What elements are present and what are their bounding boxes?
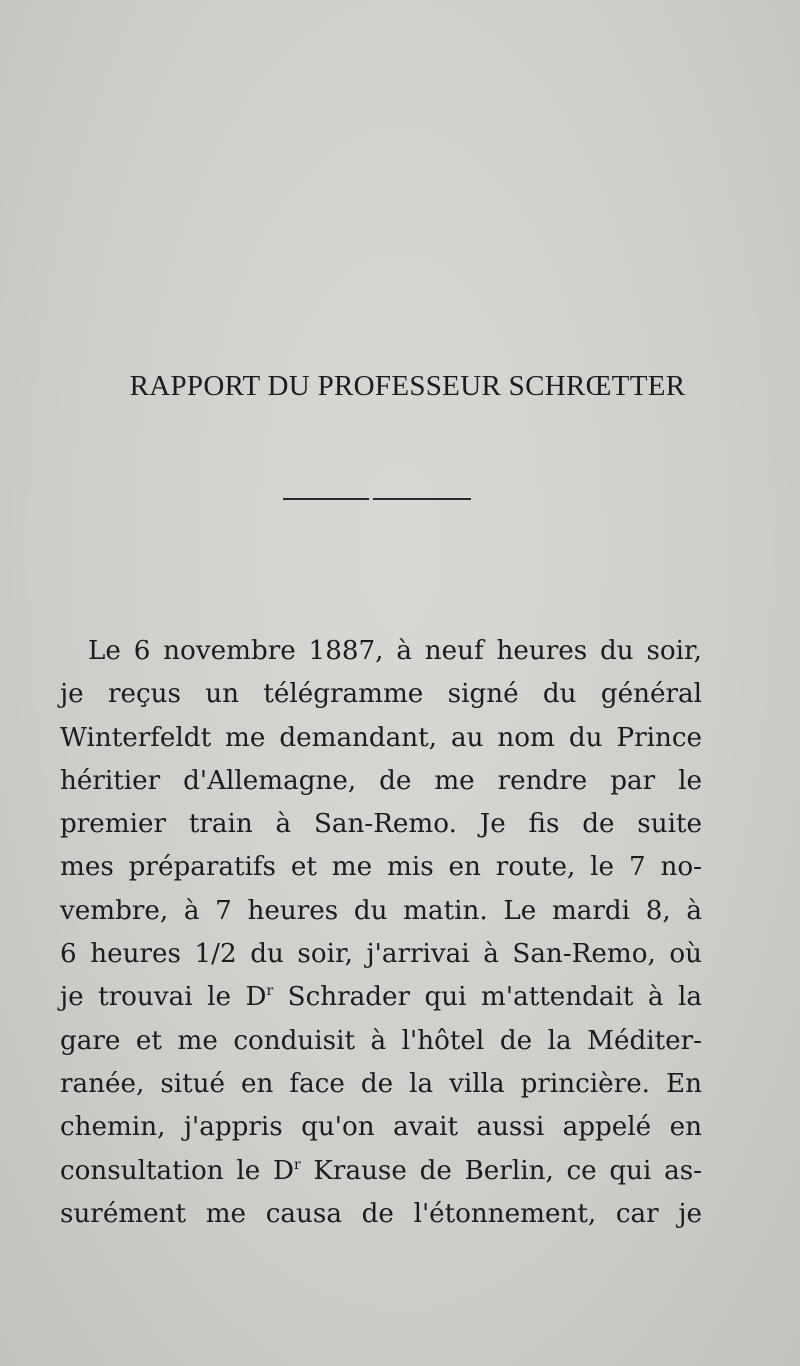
text-line: Le 6 novembre 1887, à neuf heures du soir, [88, 636, 702, 666]
superscript: r [266, 983, 274, 1000]
text-fragment: je trouvai le D [60, 982, 267, 1013]
text-line: je reçus un télégramme signé du général [60, 679, 702, 710]
text-line [60, 1150, 702, 1193]
text-line: chemin, j'appris qu'on avait aussi appelé en [60, 1112, 702, 1143]
text-fragment: consultation le D [60, 1155, 294, 1186]
text-line: ranée, situé en face de la villa princière. En [60, 1068, 702, 1099]
text-line [60, 976, 702, 1019]
text-line: 6 heures 1/2 du soir, j'arrivai à San-Remo, où [60, 939, 702, 970]
text-line: surément me causa de l'étonnement, car je [60, 1198, 702, 1229]
text-line: Winterfeldt me demandant, au nom du Prince [60, 722, 702, 753]
superscript: r [293, 1156, 301, 1173]
text-fragment: Krause de Berlin, ce qui as- [300, 1155, 702, 1186]
text-line: héritier d'Allemagne, de me rendre par le [60, 765, 702, 796]
text-line: mes préparatifs et me mis en route, le 7 no- [60, 852, 702, 883]
text-line: vembre, à 7 heures du matin. Le mardi 8, à [60, 895, 702, 926]
title-divider [283, 498, 471, 500]
text-line: gare et me conduisit à l'hôtel de la Méditer- [60, 1025, 702, 1056]
body-paragraph [60, 630, 702, 1236]
text-fragment: Schrader qui m'attendait à la [273, 982, 702, 1013]
chapter-title: RAPPORT DU PROFESSEUR SCHRŒTTER [129, 370, 686, 402]
text-line: premier train à San-Remo. Je fis de suite [60, 809, 702, 840]
